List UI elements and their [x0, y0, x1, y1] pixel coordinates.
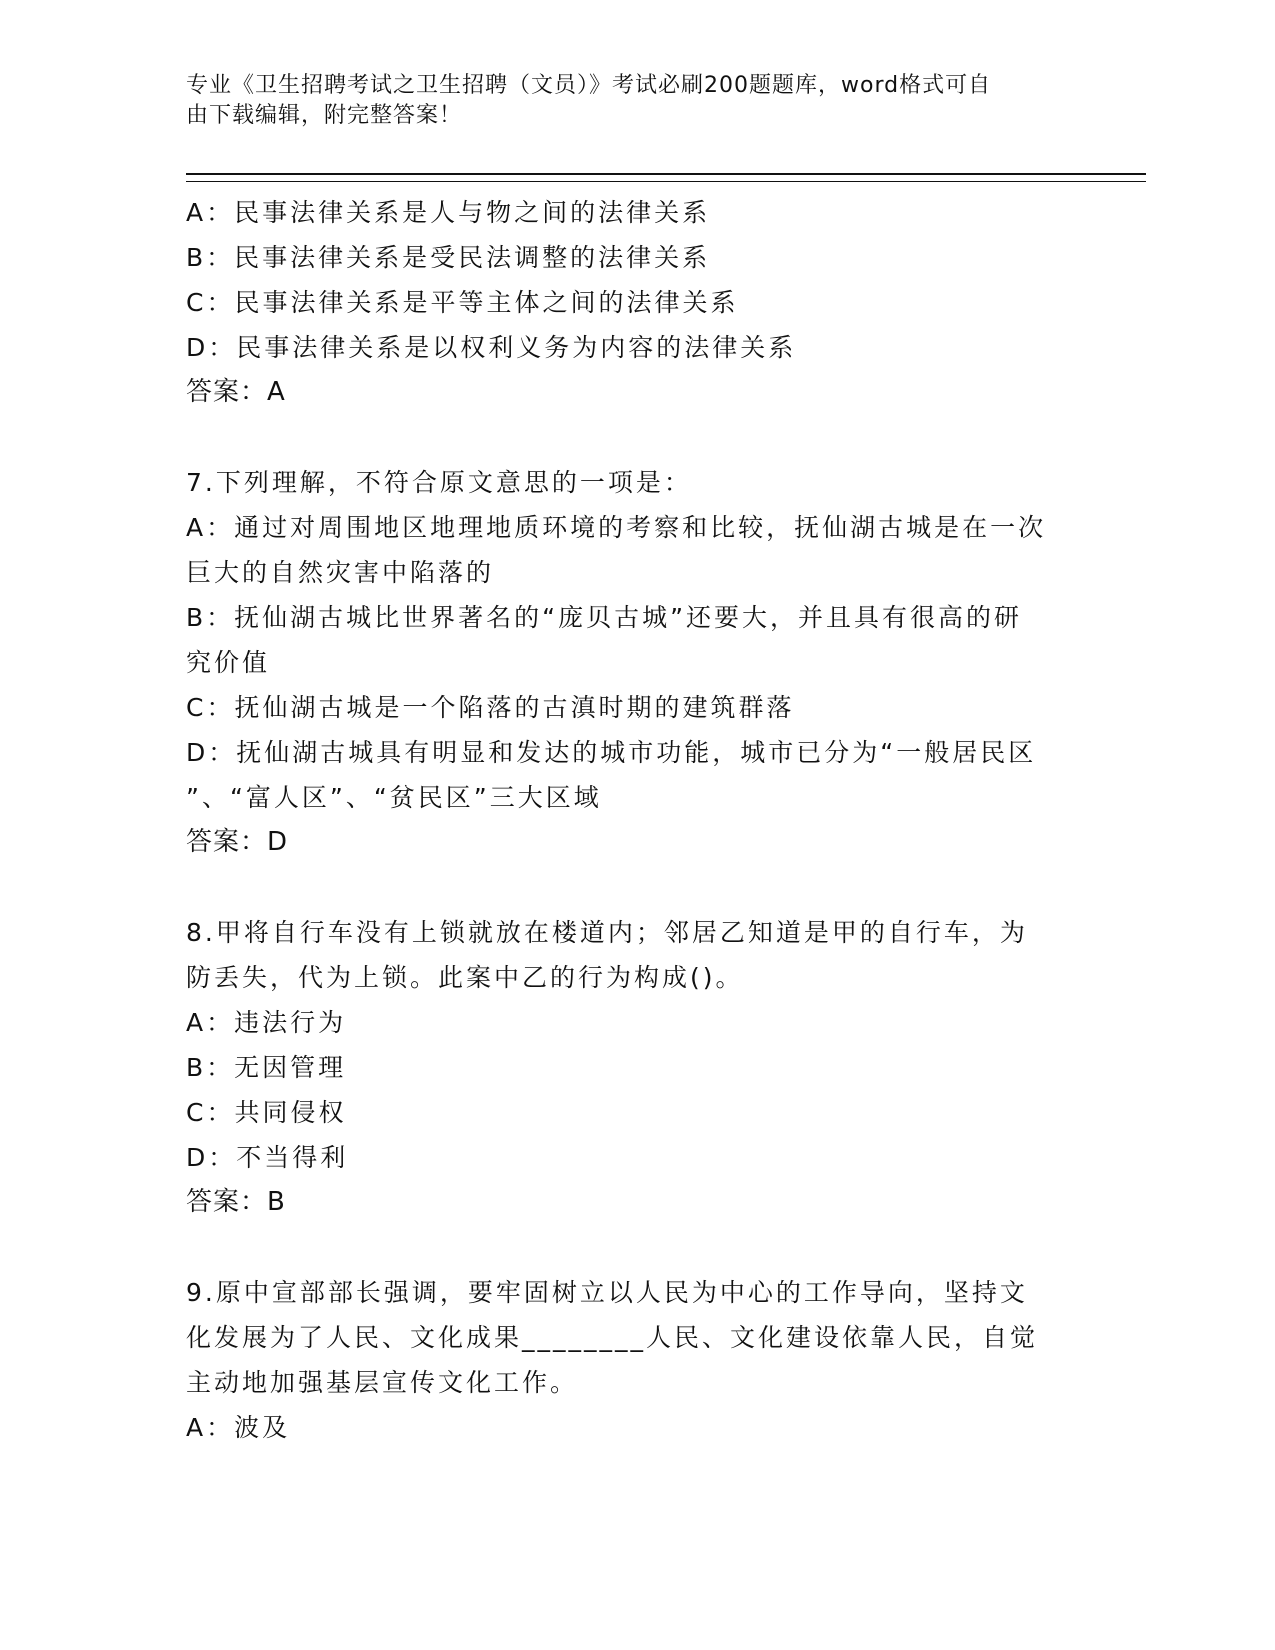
header-line-2: 由下载编辑，附完整答案！ [186, 103, 463, 128]
spacer [186, 865, 1066, 910]
option-d-continued: ”、“富人区”、“贫民区”三大区域 [186, 783, 602, 812]
option-a: A：民事法律关系是人与物之间的法律关系 [186, 198, 711, 227]
question-8 [186, 910, 1066, 1225]
option-d: D：不当得利 [186, 1143, 349, 1172]
question-stem-continued: 主动地加强基层宣传文化工作。 [186, 1368, 579, 1397]
option-a: A：通过对周围地区地理地质环境的考察和比较，抚仙湖古城是在一次 [186, 513, 1047, 542]
question-stem-continued: 化发展为了人民、文化成果________人民、文化建设依靠人民，自觉 [186, 1323, 1039, 1352]
option-c: C：抚仙湖古城是一个陷落的古滇时期的建筑群落 [186, 693, 795, 722]
question-stem: 7.下列理解，不符合原文意思的一项是： [186, 468, 692, 497]
option-b: B：抚仙湖古城比世界著名的“庞贝古城”还要大，并且具有很高的研 [186, 603, 1023, 632]
option-a-continued: 巨大的自然灾害中陷落的 [186, 558, 495, 587]
answer: 答案：B [186, 1187, 286, 1217]
option-c: C：民事法律关系是平等主体之间的法律关系 [186, 288, 739, 317]
header-rule-thick [186, 173, 1146, 175]
question-7 [186, 460, 1066, 865]
option-a: A：波及 [186, 1413, 291, 1442]
spacer [186, 1225, 1066, 1270]
option-b: B：民事法律关系是受民法调整的法律关系 [186, 243, 711, 272]
question-stem-continued: 防丢失，代为上锁。此案中乙的行为构成()。 [186, 963, 744, 992]
option-b: B：无因管理 [186, 1053, 347, 1082]
question-9 [186, 1270, 1066, 1450]
spacer [186, 415, 1066, 460]
question-stem: 8.甲将自行车没有上锁就放在楼道内；邻居乙知道是甲的自行车，为 [186, 918, 1028, 947]
question-6 [186, 190, 1066, 415]
option-b-continued: 究价值 [186, 648, 271, 677]
option-d: D：抚仙湖古城具有明显和发达的城市功能，城市已分为“一般居民区 [186, 738, 1037, 767]
document-header [186, 71, 1066, 131]
option-d: D：民事法律关系是以权利义务为内容的法律关系 [186, 333, 797, 362]
answer: 答案：D [186, 827, 289, 857]
question-list [186, 190, 1066, 1450]
header-line-1: 专业《卫生招聘考试之卫生招聘（文员）》考试必刷200题题库，word格式可自 [186, 73, 992, 98]
option-a: A：违法行为 [186, 1008, 347, 1037]
header-rule-thin [186, 181, 1146, 182]
question-stem: 9.原中宣部部长强调，要牢固树立以人民为中心的工作导向，坚持文 [186, 1278, 1028, 1307]
option-c: C：共同侵权 [186, 1098, 347, 1127]
answer: 答案：A [186, 377, 286, 407]
